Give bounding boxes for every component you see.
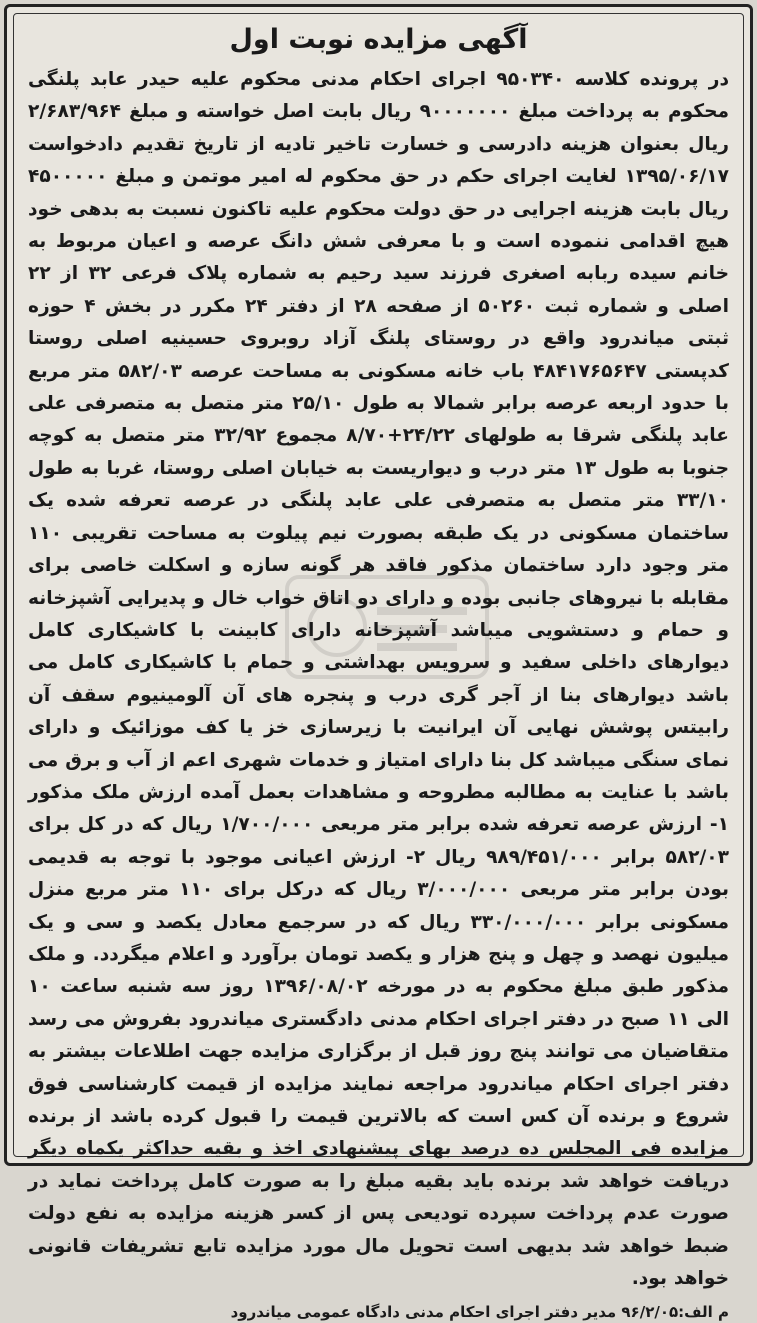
newspaper-clipping — [4, 4, 753, 1322]
notice-body — [28, 64, 729, 1295]
notice-frame — [13, 13, 744, 1322]
notice-title: آگهی مزایده نوبت اول — [229, 24, 528, 55]
notice-footer: م الف:۹۶/۲/۰۵ مدیر دفتر اجرای احکام مدنی دادگاه عمومی میاندرود — [230, 1303, 729, 1322]
notice-body-text: در پرونده کلاسه ۹۵۰۳۴۰ اجرای احکام مدنی محکوم علیه حیدر عابد پلنگی محکوم به پرداخت مبلغ ۹۰۰۰۰۰۰۰ ریال بابت اصل خواسته و مبلغ ۲/۶۸۳/۹۶۴ ریال بعنوان هزینه دادرسی و خسارت تاخیر تادیه از تاریخ تقدیم دادخواست ۱۳۹۵/۰۶/۱۷ لغایت اجرای حکم در حق محکوم له امیر موتمن و مبلغ ۴۵۰۰۰۰۰ ریال بابت هزینه اجرایی در حق دولت محکوم علیه تاکنون نسبت به بدهی خود هیچ اقدامی ننموده است و با معرفی شش دانگ عرصه و اعیان مربوط به خانم سیده ربابه اصغری فرزند سید رحیم به شماره پلاک فرعی ۳۲ از ۲۲ اصلی و شماره ثبت ۵۰۲۶۰ از صفحه ۲۸ از دفتر ۲۴ مکرر در بخش ۴ حوزه ثبتی میاندرود واقع در روستای پلنگ آزاد روبروی حسینیه اصلی روستا کدپستی ۴۸۴۱۷۶۵۶۴۷ باب خانه مسکونی به مساحت عرصه ۵۸۲/۰۳ متر مربع با حدود اربعه عرصه برابر شمالا به طول ۲۵/۱۰ متر متصل به متصرفی علی عابد پلنگی شرقا به طولهای ۲۴/۲۲+۸/۷۰ مجموع ۳۲/۹۲ متر متصل به کوچه جنوبا به طول ۱۳ متر درب و دیواریست به خیابان اصلی روستا، غربا به طول ۳۳/۱۰ متر متصل به متصرفی علی عابد پلنگی در عرصه تعرفه شده یک ساختمان مسکونی در یک طبقه بصورت نیم پیلوت به مساحت تقریبی ۱۱۰ متر وجود دارد ساختمان مذکور فاقد هر گونه سازه و اسکلت خاصی برای مقابله با نیروهای جانبی بوده و دارای دو اتاق خواب خال و پدیرایی آشپزخانه و حمام و دستشویی میباشد آشپزخانه دارای کابینت با کاشیکاری کامل دیوارهای داخلی سفید و سرویس بهداشتی و حمام با کاشیکاری کامل می باشد دیوارهای بنا از آجر گری درب و پنجره های آن آلومینیوم سقف آن رابیتس پوشش نهایی آن ایرانیت با زیرسازی خز یا کف موزائیک و دارای نمای سنگی میباشد کل بنا دارای امتیاز و خدمات شهری اعم از آب و برق می باشد با عنایت به مطالبه مطروحه و مشاهدات بعمل آمده ارزش ملک مذکور ۱- ارزش عرصه تعرفه شده برابر متر مربعی ۱/۷۰۰/۰۰۰ ریال که در کل برای ۵۸۲/۰۳ برابر ۹۸۹/۴۵۱/۰۰۰ ریال ۲- ارزش اعیانی موجود با توجه به قدیمی بودن برابر متر مربعی ۳/۰۰۰/۰۰۰ ریال که درکل برای ۱۱۰ متر مربع منزل مسکونی برابر ۳۳۰/۰۰۰/۰۰۰ ریال که در سرجمع معادل یکصد و سی و یک میلیون نهصد و چهل و پنج هزار و یکصد تومان برآورد و اعلام میگردد. و ملک مذکور طبق مبلغ محکوم به در مورخه ۱۳۹۶/۰۸/۰۲ روز سه شنبه ساعت ۱۰ الی ۱۱ صبح در دفتر اجرای احکام مدنی دادگستری میاندرود بفروش می رسد متقاضیان می توانند پنج روز قبل از برگزاری مزایده جهت اطلاعات بیشتر به دفتر اجرای احکام میاندرود مراجعه نمایند مزایده از قیمت کارشناسی فوق شروع و برنده آن کس است که بالاترین قیمت را قبول کرده باشد از برنده مزایده فی المجلس ده درصد بهای پیشنهادی اخذ و بقیه حداکثر یکماه دیگر دریافت خواهد شد برنده باید بقیه مبلغ را به صورت کامل پرداخت نماید در صورت عدم پرداخت سپرده تودیعی پس از کسر هزینه مزایده به نفع دولت ضبط خواهد شد بدیهی است تحویل مال مورد مزایده تابع تشریفات قانونی خواهد بود. — [28, 69, 730, 1290]
